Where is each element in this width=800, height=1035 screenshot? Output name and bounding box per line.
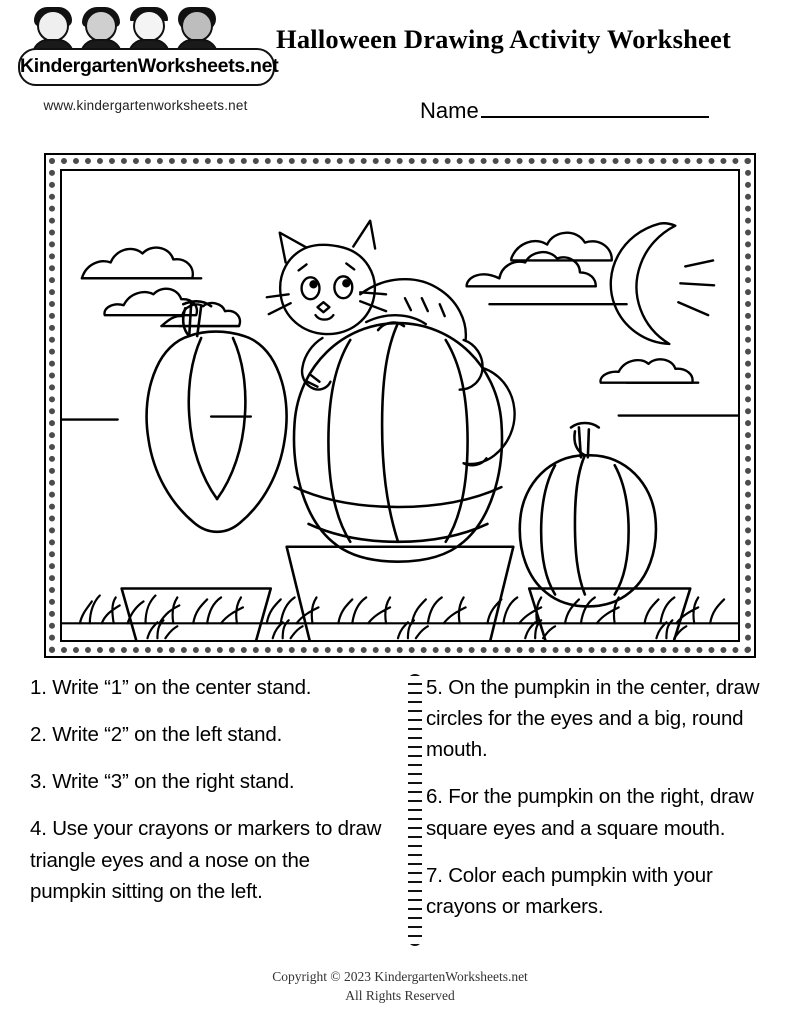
instruction-item: 5. On the pumpkin in the center, draw circles for the eyes and a big, round mouth. [426, 676, 760, 762]
worksheet-picture-frame [44, 153, 756, 658]
instructions-section [30, 672, 770, 952]
page-header [0, 0, 800, 140]
page-footer [0, 968, 800, 1006]
halloween-pumpkin-scene [62, 171, 738, 641]
site-logo[interactable] [18, 6, 279, 113]
page-title: Halloween Drawing Activity Worksheet [276, 24, 731, 54]
frame-inner-border [60, 169, 740, 642]
name-field-row [420, 96, 709, 124]
instruction-item: 2. Write “2” on the left stand. [30, 723, 283, 747]
copyright-text: Copyright © 2023 KindergartenWorksheets.net [272, 969, 528, 984]
name-label: Name [420, 98, 479, 123]
name-input-line[interactable] [481, 96, 709, 118]
instruction-item: 1. Write “1” on the center stand. [30, 676, 312, 699]
spiral-divider [408, 674, 422, 946]
site-url: www.kindergartenworksheets.net [43, 98, 248, 113]
instructions-column-left [30, 672, 390, 923]
instruction-item: 7. Color each pumpkin with your crayons or markers. [426, 863, 713, 918]
rights-text: All Rights Reserved [345, 987, 455, 1003]
logo-wordmark: KindergartenWorksheets.net [18, 48, 275, 86]
instructions-column-right [426, 672, 770, 938]
instruction-item: 3. Write “3” on the right stand. [30, 770, 295, 794]
instruction-item: 6. For the pumpkin on the right, draw square eyes and a square mouth. [426, 785, 754, 840]
instruction-item: 4. Use your crayons or markers to draw triangle eyes and a nose on the pumpkin sitting on the left. [30, 817, 382, 903]
